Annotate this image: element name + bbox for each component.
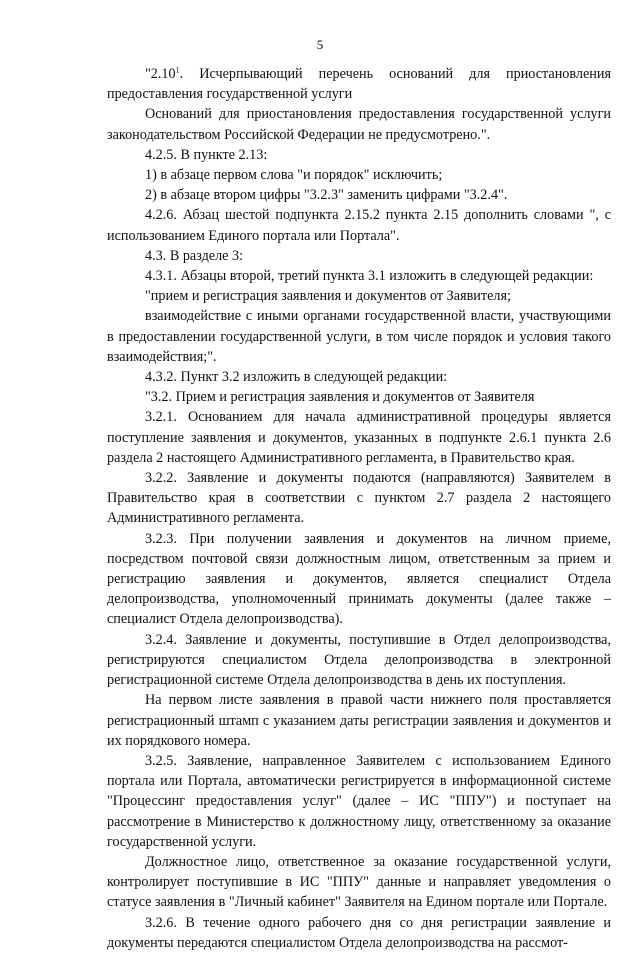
paragraph: 3.2.4. Заявление и документы, поступившие в Отдел делопроизводства, регистрируются специалистом Отдела делопроизводства в электронной регистрационной системе Отдела делопроизводства в день их поступления. — [107, 631, 611, 689]
paragraph: 4.2.5. В пункте 2.13: — [145, 146, 268, 163]
paragraph: Должностное лицо, ответственное за оказание государственной услуги, контролирует поступившие в ИС "ППУ" данные и направляет уведомления о статусе заявления в "Личный кабинет" Заявителя на Едином портале или Портале. — [107, 853, 611, 911]
paragraph: взаимодействие с иными органами государственной власти, участвующими в предоставлении государственной услуги, в том числе порядок и условия такого взаимодействия;". — [107, 308, 611, 365]
paragraph: 3.2.3. При получении заявления и документов на личном приеме, посредством почтовой связи должностным лицом, ответственным за прием и регистрацию заявления и документов, является специалист Отдела делопроизводства, уполномоченный принимать документы (далее также – специалист Отдела делопроизводства). — [107, 530, 611, 628]
paragraph: 1) в абзаце первом слова "и порядок" исключить; — [145, 167, 443, 184]
document-body — [107, 64, 611, 953]
paragraph: 3.2.2. Заявление и документы подаются (направляются) Заявителем в Правительство края в соответствии с пунктом 2.7 раздела 2 настоящего Административного регламента. — [107, 470, 611, 527]
paragraph: 3.2.6. В течение одного рабочего дня со дня регистрации заявление и документы передаются специалистом Отдела делопроизводства на рассмот- — [107, 914, 611, 951]
paragraph: "прием и регистрация заявления и документов от Заявителя; — [145, 288, 511, 305]
page-number: 5 — [316, 37, 324, 52]
paragraph: "3.2. Прием и регистрация заявления и документов от Заявителя — [145, 389, 535, 406]
paragraph: 3.2.5. Заявление, направленное Заявителем с использованием Единого портала или Портала, автоматически регистрируется в информационной системе "Процессинг предоставления услуг" (далее – ИС "ППУ") и поступает на рассмотрение в Министерство к должностному лицу, ответственному за оказание государственной услуги. — [107, 752, 611, 850]
paragraph: Оснований для приостановления предоставления государственной услуги законодательством Российской Федерации не предусмотрено.". — [107, 106, 611, 143]
paragraph: 4.3.1. Абзацы второй, третий пункта 3.1 изложить в следующей редакции: — [145, 268, 594, 285]
paragraph: На первом листе заявления в правой части нижнего поля проставляется регистрационный штамп с указанием даты регистрации заявления и документов и их порядкового номера. — [107, 692, 611, 749]
paragraph: 4.3. В разделе 3: — [145, 247, 244, 264]
paragraph: 3.2.1. Основанием для начала административной процедуры является поступление заявления и документов, указанных в подпункте 2.6.1 пункта 2.6 раздела 2 настоящего Административного регламента, в Правительство края. — [107, 409, 611, 466]
section-title: . Исчерпывающий перечень оснований для приостановления предоставления государственной услуги — [107, 66, 611, 103]
paragraph: 4.2.6. Абзац шестой подпункта 2.15.2 пункта 2.15 дополнить словами ", с использованием Единого портала или Портала". — [107, 207, 611, 244]
section-2-10-heading — [107, 64, 611, 104]
section-number: "2.10 — [145, 66, 176, 82]
paragraph: 4.3.2. Пункт 3.2 изложить в следующей редакции: — [145, 369, 448, 386]
section-superscript: 1 — [175, 65, 180, 75]
paragraph: 2) в абзаце втором цифры "3.2.3" заменить цифрами "3.2.4". — [145, 187, 508, 204]
